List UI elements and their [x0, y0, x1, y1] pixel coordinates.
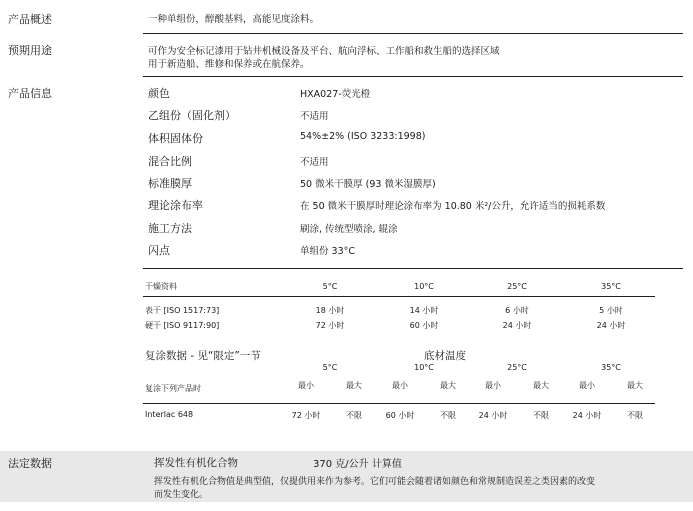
drying-header: 干燥资料: [145, 282, 177, 291]
info-value-application: 刷涂, 传统型喷涂, 辊涂: [300, 224, 398, 235]
divider: [143, 296, 655, 297]
drying-row-label: 表干 [ISO 1517:73]: [145, 306, 220, 315]
info-value-coverage: 在 50 微米干膜厚时理论涂布率为 10.80 米²/公升，允许适当的损耗系数: [300, 201, 606, 212]
drying-cell: 24 小时: [596, 321, 626, 330]
divider: [143, 76, 683, 77]
intended-use-line1: 可作为安全标记漆用于钻井机械设备及平台、航向浮标、工作船和救生船的选择区域: [148, 46, 500, 57]
drying-temp-25: 25°C: [507, 282, 527, 291]
voc-note-line1: 挥发性有机化合物值是典型值，仅提供用来作为参考。它们可能会随着诸如颜色和常规制造误差之类因素的改变: [154, 477, 596, 487]
overview-text: 一种单组份，醇酸基料，高能见度涂料。: [148, 14, 320, 25]
drying-cell: 24 小时: [502, 321, 532, 330]
overcoat-temp-25: 25°C: [507, 363, 527, 372]
info-value-mix-ratio: 不适用: [300, 157, 329, 168]
overcoat-product: Interlac 648: [145, 410, 194, 419]
voc-value: 370 克/公升 计算值: [313, 459, 402, 470]
info-label-curing-agent: 乙组份（固化剂）: [148, 109, 236, 122]
drying-cell: 72 小时: [315, 321, 345, 330]
drying-temp-5: 5°C: [322, 282, 338, 291]
drying-cell: 18 小时: [315, 306, 345, 315]
overcoat-cell: 24 小时: [572, 411, 602, 420]
overcoat-temp-5: 5°C: [322, 363, 338, 372]
drying-temp-10: 10°C: [414, 282, 434, 291]
min-label: 最小: [392, 381, 408, 390]
overcoat-temp-35: 35°C: [601, 363, 621, 372]
overcoat-title: 复涂数据 - 见“限定”一节: [145, 350, 261, 362]
info-label-volume-solids: 体积固体份: [148, 132, 203, 145]
info-label-mix-ratio: 混合比例: [148, 155, 192, 168]
min-label: 最小: [485, 381, 501, 390]
info-label-application: 施工方法: [148, 222, 192, 235]
info-label-flash-point: 闪点: [148, 244, 170, 257]
info-value-flash-point: 单组份 33°C: [300, 246, 355, 257]
voc-note-line2: 而发生变化。: [154, 490, 209, 500]
overcoat-cell: 不限: [533, 411, 549, 420]
overcoat-cell: 24 小时: [478, 411, 508, 420]
section-title-intended-use: 预期用途: [8, 44, 52, 57]
min-label: 最小: [579, 381, 595, 390]
overcoat-cell: 60 小时: [385, 411, 415, 420]
drying-row-label: 硬干 [ISO 9117:90]: [145, 321, 220, 330]
overcoat-cell: 不限: [346, 411, 362, 420]
info-label-coverage: 理论涂布率: [148, 199, 203, 212]
info-value-curing-agent: 不适用: [300, 111, 329, 122]
overcoat-temp-10: 10°C: [414, 363, 434, 372]
info-value-color: HXA027-荧光橙: [300, 89, 371, 100]
overcoat-cell: 72 小时: [291, 411, 321, 420]
divider: [143, 33, 683, 34]
drying-cell: 6 小时: [505, 306, 529, 315]
substrate-temp-label: 底材温度: [424, 350, 466, 362]
max-label: 最大: [533, 381, 549, 390]
divider: [143, 403, 655, 404]
intended-use-line2: 用于新造船、维修和保养或在航保养。: [148, 59, 310, 70]
section-title-overview: 产品概述: [8, 13, 52, 26]
overcoat-cell: 不限: [627, 411, 643, 420]
section-title-statutory: 法定数据: [8, 457, 52, 470]
section-title-product-info: 产品信息: [8, 87, 52, 100]
voc-label: 挥发性有机化合物: [154, 457, 238, 469]
min-label: 最小: [298, 381, 314, 390]
info-value-film-thickness: 50 微米干膜厚 (93 微米湿膜厚): [300, 179, 436, 190]
max-label: 最大: [346, 381, 362, 390]
max-label: 最大: [440, 381, 456, 390]
drying-cell: 5 小时: [599, 306, 623, 315]
info-label-color: 颜色: [148, 87, 170, 100]
max-label: 最大: [627, 381, 643, 390]
drying-cell: 60 小时: [409, 321, 439, 330]
divider: [143, 268, 683, 269]
drying-temp-35: 35°C: [601, 282, 621, 291]
info-label-film-thickness: 标准膜厚: [148, 177, 192, 190]
info-value-volume-solids: 54%±2% (ISO 3233:1998): [300, 131, 426, 142]
overcoat-subheader: 复涂下列产品时: [145, 384, 201, 393]
overcoat-cell: 不限: [440, 411, 456, 420]
drying-cell: 14 小时: [409, 306, 439, 315]
